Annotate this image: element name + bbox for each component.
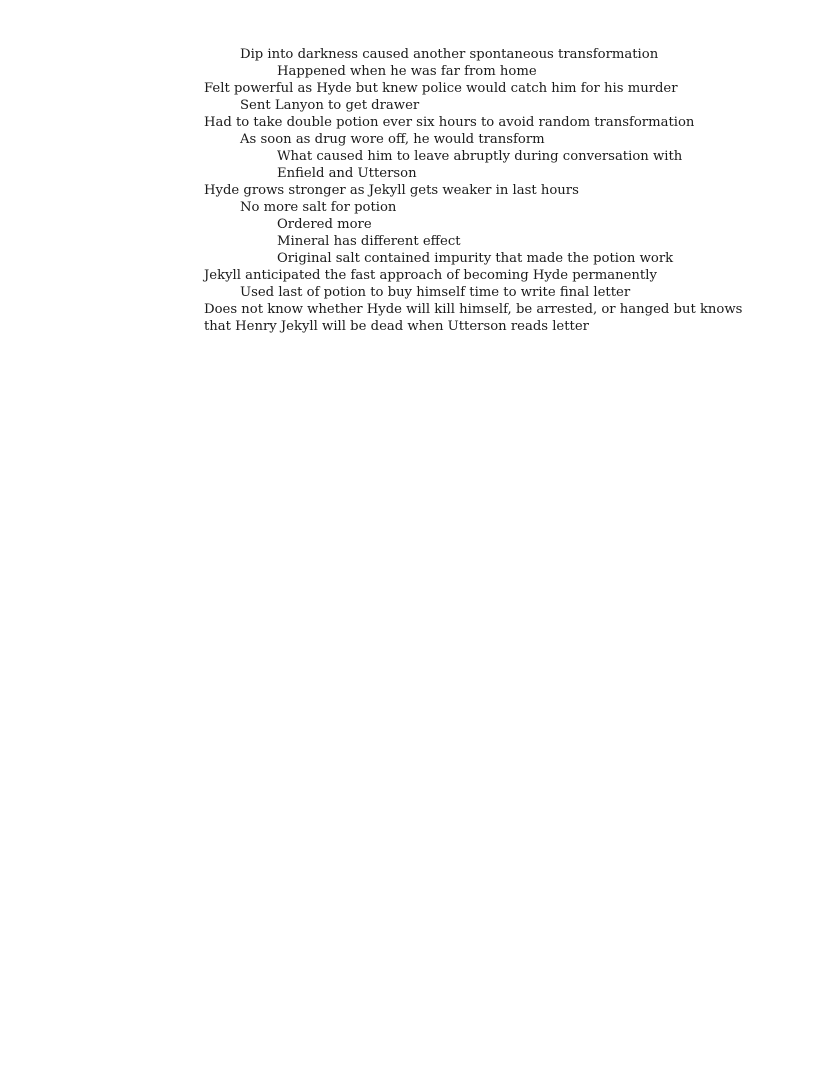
list-item-text: Ordered more: [277, 217, 372, 232]
list-item-text: Hyde grows stronger as Jekyll gets weaker in last hours: [204, 183, 579, 198]
main-list: [0, 80, 828, 335]
sublist: [0, 284, 800, 301]
list-item-text: Used last of potion to buy himself time to write final letter: [240, 285, 631, 300]
list-item: [0, 284, 800, 301]
list-item: [0, 250, 772, 267]
list-item: [0, 199, 800, 267]
list-item: [0, 131, 800, 182]
list-item-text: Had to take double potion ever six hours to avoid random transformation: [204, 115, 695, 130]
list-item: [0, 63, 800, 80]
list-item-text: Mineral has different effect: [277, 234, 461, 249]
list-item: [0, 97, 800, 114]
list-item-text: Happened when he was far from home: [277, 64, 537, 79]
list-item: [0, 114, 828, 182]
list-item: [0, 301, 828, 335]
list-item: [0, 148, 772, 182]
list-item: [0, 267, 828, 301]
list-item-text: As soon as drug wore off, he would transform: [240, 132, 545, 147]
list-item-text: Jekyll anticipated the fast approach of becoming Hyde permanently: [204, 268, 657, 283]
nested-sublist: [0, 63, 800, 80]
nested-sublist: [0, 148, 772, 182]
nested-sublist: [0, 216, 772, 267]
list-item-text: Sent Lanyon to get drawer: [240, 98, 420, 113]
sublist: [0, 199, 800, 267]
list-item: [0, 233, 772, 250]
list-item-text: Dip into darkness caused another spontaneous transformation: [240, 47, 659, 62]
list-item-text: Does not know whether Hyde will kill himself, be arrested, or hanged but knows that Henry Jekyll will be dead when Utterson reads letter: [204, 302, 743, 334]
list-item: [0, 182, 828, 267]
sublist: [0, 97, 800, 114]
list-item: [0, 46, 828, 80]
sublist: [0, 131, 800, 182]
list-item: [0, 80, 828, 114]
notes-page: [0, 46, 828, 335]
continued-sublist: [0, 46, 828, 80]
list-item-text: What caused him to leave abruptly during conversation with Enfield and Utterson: [277, 149, 683, 181]
list-item-text: Original salt contained impurity that made the potion work: [277, 251, 674, 266]
list-item-text: No more salt for potion: [240, 200, 397, 215]
list-item: [0, 216, 772, 233]
list-item-text: Felt powerful as Hyde but knew police would catch him for his murder: [204, 81, 678, 96]
